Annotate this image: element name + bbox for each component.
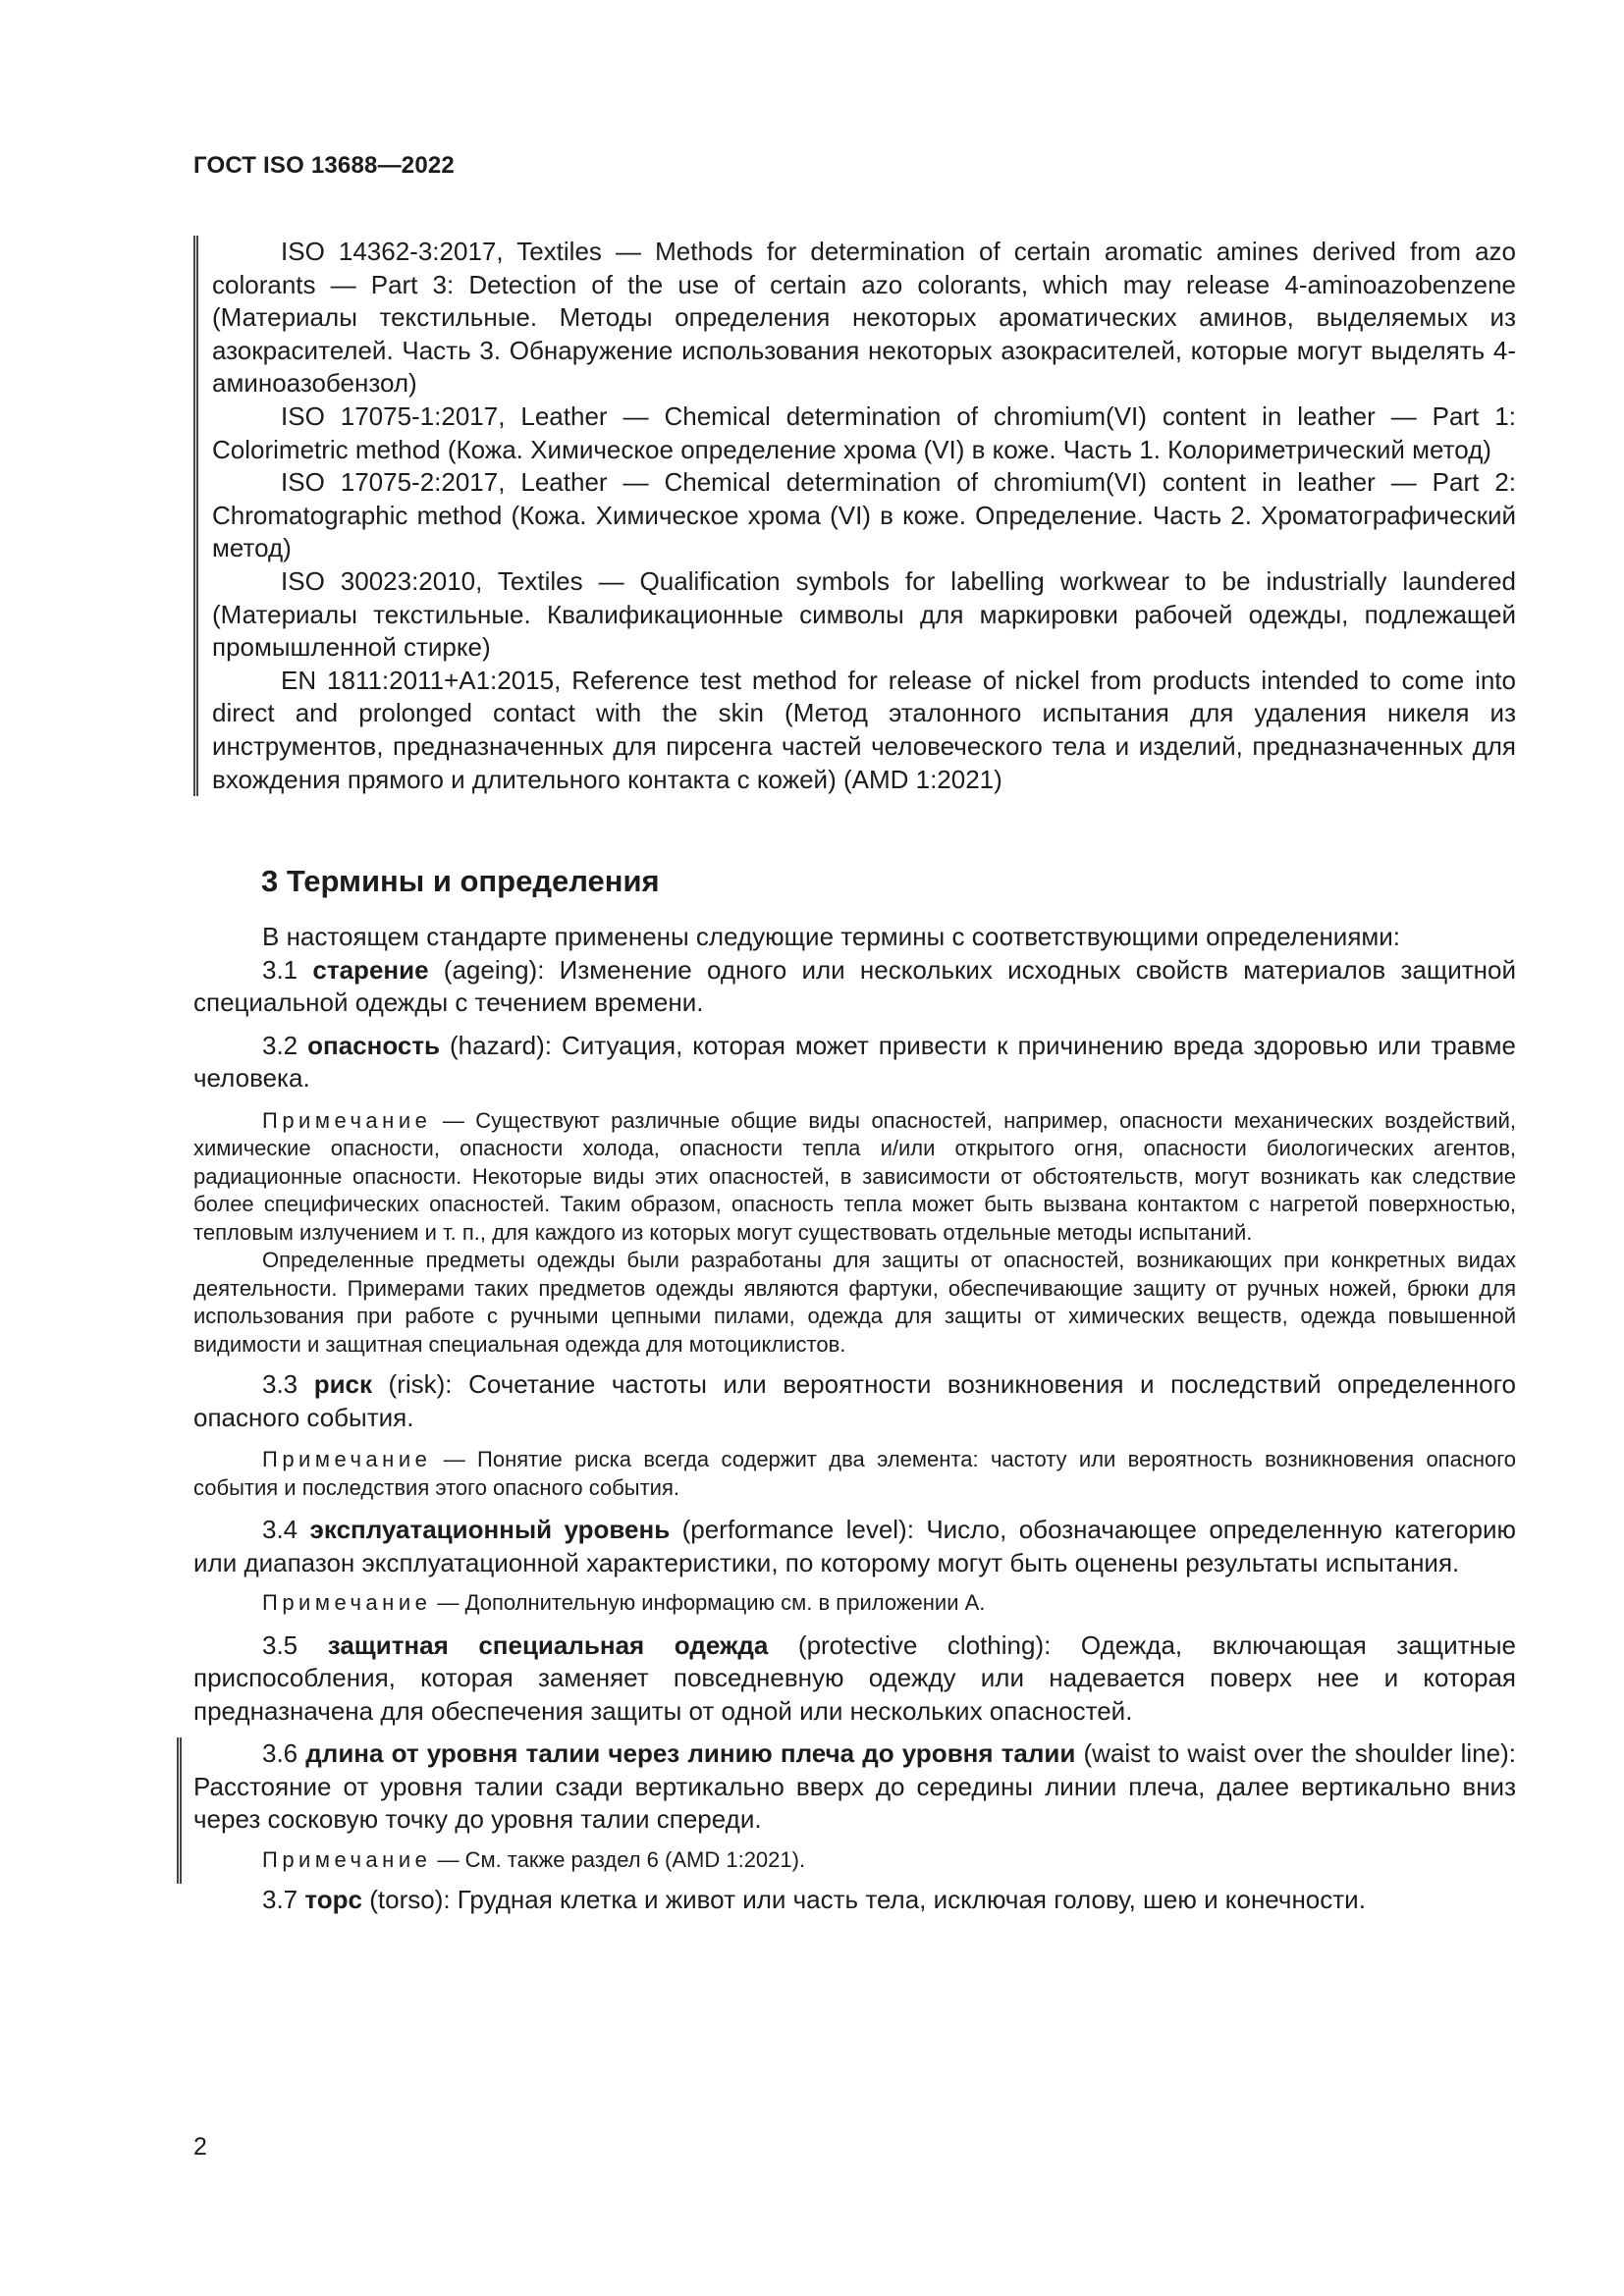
term-name: эксплуатационный уровень: [309, 1515, 671, 1544]
term-3-1: 3.1 старение (ageing): Изменение одного или нескольких исходных свойств материалов защитной специальной одежды с течением времени.: [193, 954, 1516, 1017]
document-designation: ГОСТ ISO 13688—2022: [193, 152, 455, 179]
note-3-2-continued: Определенные предметы одежды были разработаны для защиты от опасностей, возникающих при конкретных видах деятельности. Примерами таких предметов одежды являются фартуки, обеспечивающие защиту от ручных ножей, брюки для использования при работе с ручными цепными пилами, одежда для защиты от химических веществ, одежда повышенной видимости и защитная специальная одежда для мотоциклистов.: [193, 1248, 1516, 1357]
note-3-2: Примечание — Существуют различные общие виды опасностей, например, опасности механических воздействий, химические опасности, опасности холода, опасности тепла и/или открытого огня, опасности биологических агентов, радиационные опасности. Некоторые виды этих опасностей, в зависимости от обстоятельств, могут возникать как следствие более специфических опасностей. Таким образом, опасность тепла может быть вызвана контактом с нагретой поверхностью, тепловым излучением и т. п., для каждого из которых могут существовать отдельные методы испытаний.: [193, 1107, 1516, 1245]
term-name: риск: [313, 1369, 373, 1399]
term-name: старение: [312, 954, 429, 985]
term-3-7: 3.7 торс (torso): Грудная клетка и живот или часть тела, исключая голову, шею и конечности.: [262, 1885, 1366, 1914]
section-title: 3 Термины и определения: [261, 864, 660, 898]
term-3-2: 3.2 опасность (hazard): Ситуация, которая может привести к причинению вреда здоровью или травме человека.: [193, 1030, 1516, 1093]
section-intro: В настоящем стандарте применены следующие термины с соответствующими определениями:: [262, 922, 1401, 951]
note-label: Примечание: [262, 1846, 432, 1872]
note-label: Примечание: [262, 1590, 432, 1615]
term-name: защитная специальная одежда: [327, 1629, 769, 1660]
note-3-3: Примечание — Понятие риска всегда содержит два элемента: частоту или вероятность возникновения опасного события и последствия этого опасного события.: [193, 1447, 1516, 1500]
terms-body: [193, 921, 1516, 1917]
note-label: Примечание: [262, 1447, 432, 1471]
normative-references-list: [193, 236, 1516, 796]
note-3-6: Примечание — См. также раздел 6 (AMD 1:2021).: [262, 1846, 806, 1872]
reference-item: ISO 14362-3:2017, Textiles — Methods for determination of certain aromatic amines derived from azo colorants — Part 3: Detection of the use of certain azo colorants, which may release 4-aminoazobenzene (Материалы текстильные. Методы определения некоторых ароматических аминов, выделяемых из азокрасителей. Часть 3. Обнаружение использования некоторых азокрасителей, которые могут выделять 4-аминоазобензол): [212, 237, 1516, 399]
term-3-4: 3.4 эксплуатационный уровень (performance level): Число, обозначающее определенную категорию или диапазон эксплуатационной характеристики, по которому могут быть оценены результаты испытания.: [193, 1515, 1516, 1577]
amended-block: [177, 1737, 1516, 1884]
reference-item: ISO 17075-2:2017, Leather — Chemical determination of chromium(VI) content in leather — Part 2: Chromatographic method (Кожа. Химическое хрома (VI) в коже. Определение. Часть 2. Хроматографический метод): [212, 467, 1516, 563]
term-3-3: 3.3 риск (risk): Сочетание частоты или вероятности возникновения и последствий определенного опасного события.: [193, 1369, 1516, 1432]
term-name: длина от уровня талии через линию плеча до уровня талии: [305, 1738, 1076, 1768]
term-name: опасность: [307, 1030, 441, 1060]
term-name: торс: [304, 1885, 363, 1914]
note-3-4: Примечание — Дополнительную информацию см. в приложении А.: [262, 1590, 986, 1615]
reference-item: ISO 17075-1:2017, Leather — Chemical determination of chromium(VI) content in leather — Part 1: Colorimetric method (Кожа. Химическое определение хрома (VI) в коже. Часть 1. Колориметрический метод): [212, 400, 1516, 464]
reference-item: ISO 30023:2010, Textiles — Qualification symbols for labelling workwear to be industrially laundered (Материалы текстильные. Квалификационные символы для маркировки рабочей одежды, подлежащей промышленной стирке): [212, 565, 1516, 663]
reference-item: EN 1811:2011+A1:2015, Reference test method for release of nickel from products intended to come into direct and prolonged contact with the skin (Метод эталонного испытания для удаления никеля из инструментов, предназначенных для пирсенга частей человеческого тела и изделий, предназначенных для вхождения прямого и длительного контакта с кожей) (AMD 1:2021): [212, 665, 1516, 794]
term-3-6: 3.6 длина от уровня талии через линию плеча до уровня талии (waist to waist over the shoulder line): Расстояние от уровня талии сзади вертикально вверх до середины линии плеча, далее вертикально вниз через сосковую точку до уровня талии спереди.: [193, 1738, 1516, 1834]
note-label: Примечание: [262, 1107, 432, 1133]
term-3-5: 3.5 защитная специальная одежда (protective clothing): Одежда, включающая защитные приспособления, которая заменяет повседневную одежду или надевается поверх нее и которая предназначена для обеспечения защиты от одной или нескольких опасностей.: [193, 1629, 1517, 1726]
page-number: 2: [193, 2133, 207, 2161]
